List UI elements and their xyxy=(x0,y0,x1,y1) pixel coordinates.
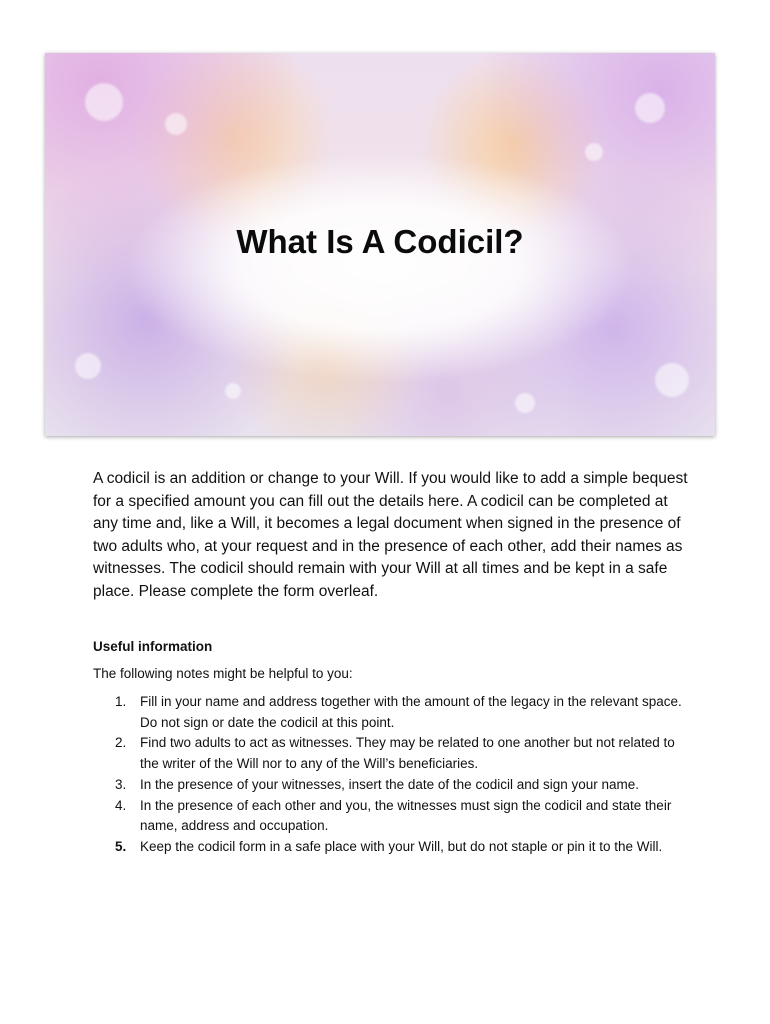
bokeh-light xyxy=(635,93,665,123)
list-item-text: In the presence of each other and you, the witnesses must sign the codicil and state their name, address and occupation. xyxy=(140,797,672,834)
bokeh-light xyxy=(515,393,535,413)
list-item-text: Fill in your name and address together with the amount of the legacy in the relevant space. Do not sign or date the codicil at this point. xyxy=(140,694,682,730)
bokeh-light xyxy=(225,383,241,399)
list-item xyxy=(93,692,693,733)
bokeh-light xyxy=(85,83,123,121)
notes-lead: The following notes might be helpful to you: xyxy=(93,666,353,681)
list-item-number: 3. xyxy=(115,776,127,792)
bokeh-light xyxy=(585,143,603,161)
hero-banner xyxy=(45,53,715,436)
notes-list xyxy=(93,692,693,858)
list-item-number: 2. xyxy=(115,735,127,751)
bokeh-light xyxy=(75,353,101,379)
list-item-text: Keep the codicil form in a safe place with your Will, but do not staple or pin it to the Will. xyxy=(140,838,663,854)
intro-paragraph: A codicil is an addition or change to your Will. If you would like to add a simple bequest for a specified amount you can fill out the details here. A codicil can be completed at any time and, like a Will, it becomes a legal document when signed in the presence of two adults who, at your request and in the presence of each other, add their names as witnesses. The codicil should remain with your Will at all times and be kept in a safe place. Please complete the form overleaf. xyxy=(93,470,688,600)
list-item xyxy=(93,775,693,796)
bokeh-light xyxy=(655,363,689,397)
list-item xyxy=(93,796,693,837)
list-item-number: 5. xyxy=(115,838,127,854)
page-title: What Is A Codicil? xyxy=(236,223,524,260)
list-item xyxy=(93,837,693,858)
list-item-text: In the presence of your witnesses, insert the date of the codicil and sign your name. xyxy=(140,776,640,792)
list-item-number: 4. xyxy=(115,797,127,813)
list-item-number: 1. xyxy=(115,694,127,709)
useful-information-heading: Useful information xyxy=(93,639,213,654)
list-item xyxy=(93,733,693,774)
list-item-text: Find two adults to act as witnesses. They may be related to one another but not related to the writer of the Will nor to any of the Will’s beneficiaries. xyxy=(140,735,675,772)
bokeh-light xyxy=(165,113,187,135)
document-body xyxy=(93,468,693,858)
